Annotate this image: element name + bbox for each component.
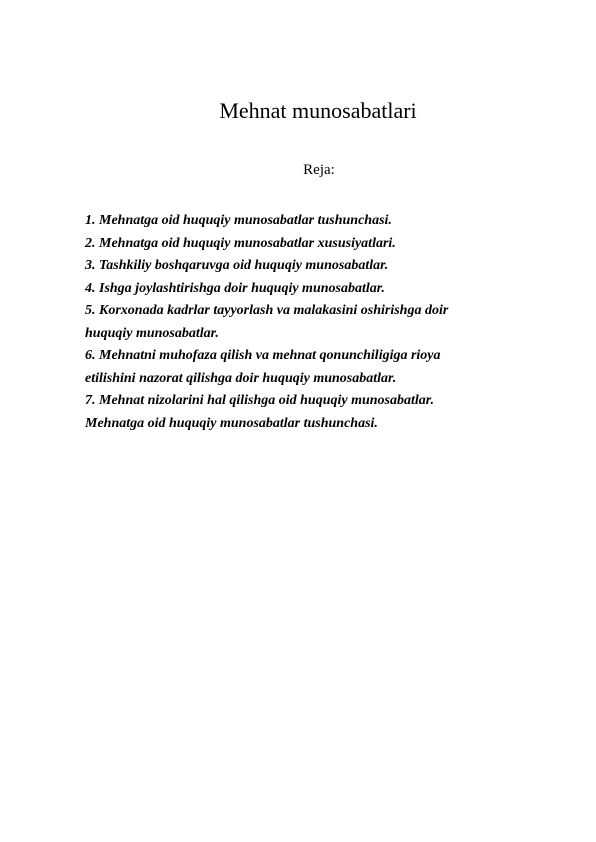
plan-list [85,210,525,435]
plan-line: 4. Ishga joylashtirishga doir huquqiy munosabatlar. [85,280,385,296]
document-title: Mehnat munosabatlari [219,98,417,123]
plan-line: 6. Mehnatni muhofaza qilish va mehnat qonunchiligiga rioya [85,348,441,363]
plan-line: 5. Korxonada kadrlar tayyorlash va malakasini oshirishga doir [85,303,449,318]
plan-line: 1. Mehnatga oid huquqiy munosabatlar tushunchasi. [85,213,392,228]
plan-line: 2. Mehnatga oid huquqiy munosabatlar xususiyatlari. [85,235,396,251]
plan-heading: Reja: [303,162,335,178]
plan-line: huquqiy munosabatlar. [85,325,219,341]
plan-line: etilishini nazorat qilishga doir huquqiy munosabatlar. [85,370,397,386]
section-heading: Mehnatga oid huquqiy munosabatlar tushunchasi. [85,415,378,431]
plan-line: 7. Mehnat nizolarini hal qilishga oid huquqiy munosabatlar. [85,393,434,408]
plan-line: 3. Tashkiliy boshqaruvga oid huquqiy munosabatlar. [85,258,389,273]
